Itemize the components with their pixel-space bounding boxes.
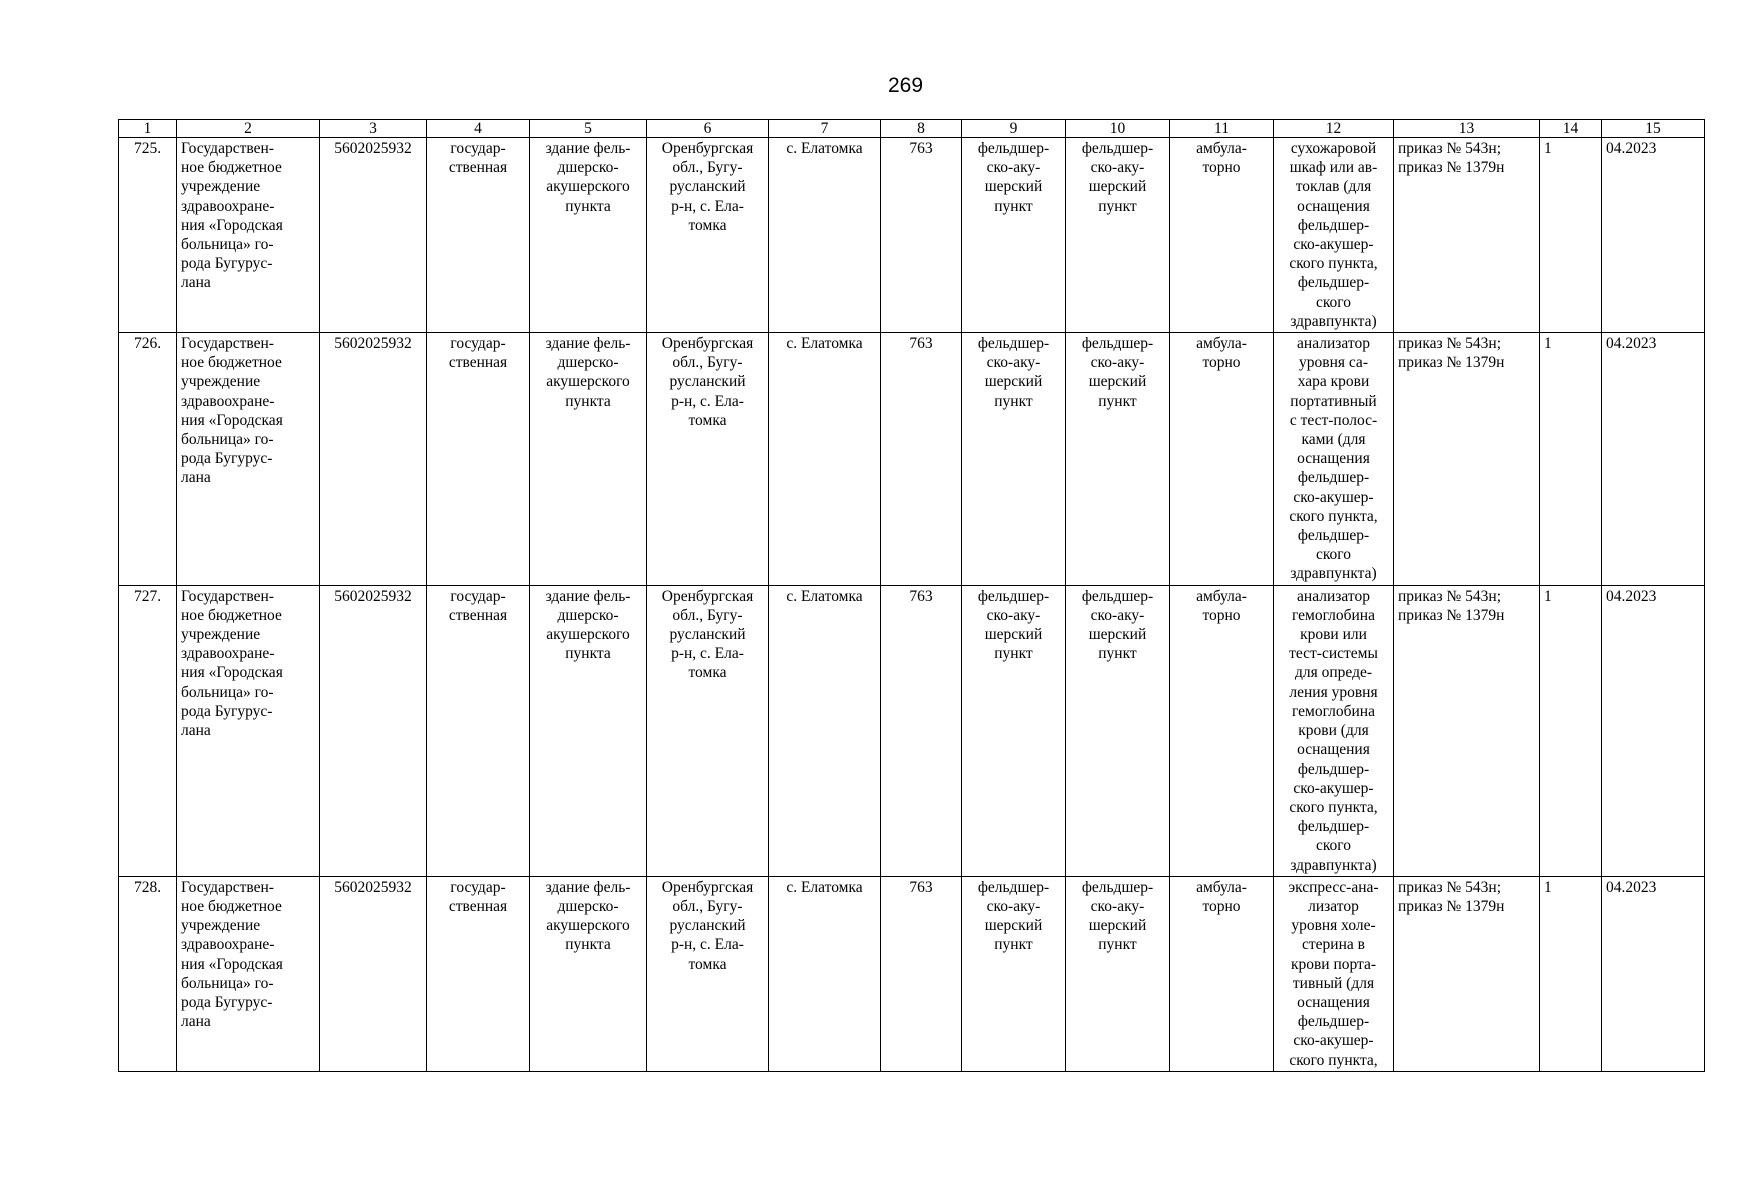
cell-population: 763 — [881, 876, 962, 1071]
cell-number: 727. — [119, 585, 177, 876]
cell-facility-subtype: фельдшер- ско-аку- шерский пункт — [1066, 333, 1170, 586]
cell-organization: Государствен- ное бюджетное учреждение здравоохране- ния «Городская больница» го- рода Бугурус- лана — [177, 876, 320, 1071]
column-header-6: 6 — [647, 120, 769, 138]
cell-address: Оренбургская обл., Бугу- русланский р-н, с. Ела- томка — [647, 138, 769, 333]
cell-quantity: 1 — [1540, 333, 1602, 586]
column-header-1: 1 — [119, 120, 177, 138]
cell-date: 04.2023 — [1602, 876, 1705, 1071]
cell-facility-type: фельдшер- ско-аку- шерский пункт — [962, 585, 1066, 876]
column-header-11: 11 — [1170, 120, 1274, 138]
cell-ownership: государ- ственная — [427, 876, 530, 1071]
cell-locality: с. Елатомка — [769, 333, 881, 586]
cell-address: Оренбургская обл., Бугу- русланский р-н, с. Ела- томка — [647, 333, 769, 586]
cell-building: здание фель- дшерско- акушерского пункта — [530, 876, 647, 1071]
column-header-10: 10 — [1066, 120, 1170, 138]
cell-population: 763 — [881, 138, 962, 333]
cell-locality: с. Елатомка — [769, 585, 881, 876]
cell-ownership: государ- ственная — [427, 138, 530, 333]
cell-address: Оренбургская обл., Бугу- русланский р-н, с. Ела- томка — [647, 876, 769, 1071]
cell-facility-subtype: фельдшер- ско-аку- шерский пункт — [1066, 876, 1170, 1071]
cell-care-form: амбула- торно — [1170, 333, 1274, 586]
registry-table — [118, 119, 1705, 1072]
cell-organization: Государствен- ное бюджетное учреждение здравоохране- ния «Городская больница» го- рода Бугурус- лана — [177, 138, 320, 333]
cell-facility-type: фельдшер- ско-аку- шерский пункт — [962, 876, 1066, 1071]
cell-order: приказ № 543н; приказ № 1379н — [1394, 876, 1540, 1071]
table-row — [119, 138, 1705, 333]
column-header-12: 12 — [1274, 120, 1394, 138]
table-row — [119, 876, 1705, 1071]
column-header-2: 2 — [177, 120, 320, 138]
cell-date: 04.2023 — [1602, 333, 1705, 586]
cell-population: 763 — [881, 585, 962, 876]
cell-facility-subtype: фельдшер- ско-аку- шерский пункт — [1066, 585, 1170, 876]
cell-equipment: экспресс-ана- лизатор уровня холе- стерина в крови порта- тивный (для оснащения фельдшер- ско-акушер- ского пункта, — [1274, 876, 1394, 1071]
cell-order: приказ № 543н; приказ № 1379н — [1394, 333, 1540, 586]
page-number: 269 — [887, 74, 924, 97]
cell-date: 04.2023 — [1602, 585, 1705, 876]
cell-address: Оренбургская обл., Бугу- русланский р-н, с. Ела- томка — [647, 585, 769, 876]
cell-care-form: амбула- торно — [1170, 138, 1274, 333]
cell-ownership: государ- ственная — [427, 333, 530, 586]
cell-facility-subtype: фельдшер- ско-аку- шерский пункт — [1066, 138, 1170, 333]
cell-order: приказ № 543н; приказ № 1379н — [1394, 585, 1540, 876]
table-row — [119, 585, 1705, 876]
cell-facility-type: фельдшер- ско-аку- шерский пункт — [962, 138, 1066, 333]
cell-locality: с. Елатомка — [769, 876, 881, 1071]
cell-number: 728. — [119, 876, 177, 1071]
cell-building: здание фель- дшерско- акушерского пункта — [530, 585, 647, 876]
cell-order: приказ № 543н; приказ № 1379н — [1394, 138, 1540, 333]
column-header-5: 5 — [530, 120, 647, 138]
cell-inn: 5602025932 — [320, 585, 427, 876]
column-header-15: 15 — [1602, 120, 1705, 138]
column-header-4: 4 — [427, 120, 530, 138]
cell-inn: 5602025932 — [320, 876, 427, 1071]
cell-quantity: 1 — [1540, 876, 1602, 1071]
cell-organization: Государствен- ное бюджетное учреждение здравоохране- ния «Городская больница» го- рода Бугурус- лана — [177, 585, 320, 876]
cell-population: 763 — [881, 333, 962, 586]
cell-number: 725. — [119, 138, 177, 333]
table-row — [119, 333, 1705, 586]
cell-date: 04.2023 — [1602, 138, 1705, 333]
header-row — [119, 120, 1705, 138]
column-header-3: 3 — [320, 120, 427, 138]
cell-organization: Государствен- ное бюджетное учреждение здравоохране- ния «Городская больница» го- рода Бугурус- лана — [177, 333, 320, 586]
cell-building: здание фель- дшерско- акушерского пункта — [530, 333, 647, 586]
column-header-7: 7 — [769, 120, 881, 138]
cell-equipment: анализатор гемоглобина крови или тест-системы для опреде- ления уровня гемоглобина крови (для оснащения фельдшер- ско-акушер- ского пункта, фельдшер- ского здравпункта) — [1274, 585, 1394, 876]
cell-inn: 5602025932 — [320, 333, 427, 586]
cell-number: 726. — [119, 333, 177, 586]
cell-inn: 5602025932 — [320, 138, 427, 333]
column-header-13: 13 — [1394, 120, 1540, 138]
cell-care-form: амбула- торно — [1170, 876, 1274, 1071]
cell-building: здание фель- дшерско- акушерского пункта — [530, 138, 647, 333]
column-header-14: 14 — [1540, 120, 1602, 138]
column-header-9: 9 — [962, 120, 1066, 138]
cell-facility-type: фельдшер- ско-аку- шерский пункт — [962, 333, 1066, 586]
cell-care-form: амбула- торно — [1170, 585, 1274, 876]
cell-quantity: 1 — [1540, 138, 1602, 333]
column-header-8: 8 — [881, 120, 962, 138]
cell-equipment: сухожаровой шкаф или ав- токлав (для оснащения фельдшер- ско-акушер- ского пункта, фельдшер- ского здравпункта) — [1274, 138, 1394, 333]
cell-equipment: анализатор уровня са- хара крови портативный с тест-полос- ками (для оснащения фельдшер- ско-акушер- ского пункта, фельдшер- ского здравпункта) — [1274, 333, 1394, 586]
cell-quantity: 1 — [1540, 585, 1602, 876]
cell-ownership: государ- ственная — [427, 585, 530, 876]
cell-locality: с. Елатомка — [769, 138, 881, 333]
